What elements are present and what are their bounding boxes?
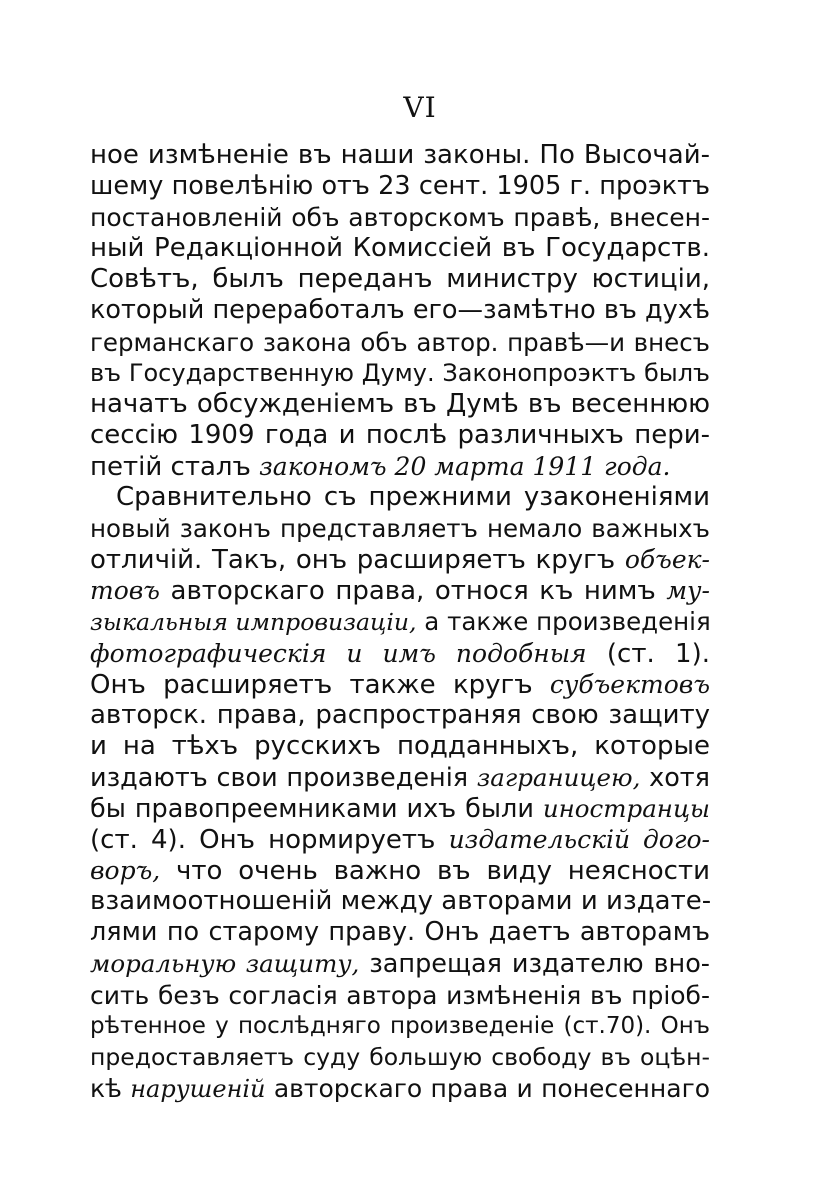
italic-text: товъ [90, 576, 160, 606]
text-span: кѣ [90, 1073, 131, 1103]
italic-text: фотографическія и имъ подобныя [90, 638, 587, 668]
text-line [90, 855, 710, 886]
text-span: хотя [640, 762, 710, 793]
text-line [90, 171, 710, 202]
text-span: а также произведенія [416, 607, 711, 637]
text-span: сить безъ согласія автора измѣненія въ пріоб- [90, 980, 710, 1010]
text-line [90, 700, 710, 731]
text-line [90, 793, 710, 824]
italic-text: издательскій дого- [448, 825, 710, 855]
text-span: Совѣтъ, былъ переданъ министру юстиціи, [90, 264, 710, 295]
text-span: что очень важно въ виду неясности [160, 856, 710, 887]
text-line [90, 420, 710, 451]
text-span: бы правопреемниками ихъ были [90, 793, 543, 824]
text-line [90, 513, 710, 544]
text-span: шему повелѣнію отъ 23 сент. 1905 г. проэктъ [90, 171, 710, 202]
text-span: предоставляетъ суду большую свободу въ оцѣн- [90, 1042, 710, 1071]
text-span: отличій. Такъ, онъ расширяетъ кругъ [90, 545, 625, 576]
italic-text: заграницею, [476, 762, 641, 792]
text-line [90, 389, 710, 420]
text-span: авторскаго права, относя къ нимъ [159, 576, 667, 607]
text-line [90, 482, 710, 513]
italic-text: субъектовъ [549, 669, 710, 699]
italic-text: объек- [624, 545, 710, 575]
text-span: лями по старому праву. Онъ даетъ авторамъ [90, 917, 710, 948]
text-span: начатъ обсужденіемъ въ Думѣ въ весеннюю [90, 388, 710, 419]
text-line [90, 606, 710, 637]
text-line [90, 358, 710, 389]
text-span: издаютъ свои произведенія [90, 762, 477, 793]
text-span: сессію 1909 года и послѣ различныхъ пери- [90, 419, 710, 450]
text-span: германскаго закона объ автор. правѣ—и внесъ [90, 327, 710, 357]
italic-text: нарушеній [130, 1074, 266, 1103]
text-span: въ Государственную Думу. Законопроэктъ былъ [90, 358, 710, 387]
text-span: рѣтенное у послѣдняго произведеніе (ст.70). Онъ [90, 1012, 710, 1039]
text-line [90, 980, 710, 1011]
text-line [90, 295, 710, 326]
italic-text: зыкальныя импровизаціи, [90, 608, 417, 637]
text-span: взаимоотношеній между авторами и издате- [90, 886, 712, 917]
body-text [90, 140, 710, 1104]
text-span: постановленій объ авторскомъ правѣ, внесен- [90, 203, 710, 233]
text-span: авторск. права, распространяя свою защиту [90, 699, 710, 730]
text-span: и на тѣхъ русскихъ подданныхъ, которые [90, 730, 710, 761]
italic-text: иностранцы [542, 793, 710, 823]
text-line [90, 948, 710, 979]
text-line [90, 140, 710, 171]
text-span: петій сталъ [90, 451, 260, 482]
text-span: новый законъ представляетъ немало важныхъ [90, 514, 710, 544]
text-line [90, 544, 710, 575]
text-line [90, 327, 710, 358]
italic-text: закономъ 20 марта 1911 года. [259, 451, 671, 481]
text-span: авторскаго права и понесеннаго [265, 1073, 710, 1103]
text-line [90, 1042, 710, 1073]
text-line [90, 669, 710, 700]
text-line [90, 202, 710, 233]
text-line [90, 1011, 710, 1042]
text-span: Онъ расширяетъ также кругъ [90, 669, 550, 700]
text-line [90, 762, 710, 793]
text-line [90, 731, 710, 762]
text-span: Сравнительно съ прежними узаконеніями [116, 482, 710, 513]
text-line [90, 638, 710, 669]
italic-text: моральную защиту, [90, 949, 360, 979]
text-span: ный Редакціонной Комиссіей въ Государств. [90, 233, 710, 264]
text-span: который переработалъ его—замѣтно въ духѣ [90, 295, 710, 326]
text-line [90, 575, 710, 606]
text-line [90, 233, 710, 264]
italic-text: му- [666, 576, 710, 606]
text-line [90, 451, 710, 482]
text-line [90, 264, 710, 295]
text-line [90, 917, 710, 948]
text-line [90, 1073, 710, 1104]
text-line [90, 886, 710, 917]
text-span: (ст. 1). [586, 638, 711, 669]
text-span: запрещая издателю вно- [359, 949, 710, 980]
text-line [90, 824, 710, 855]
italic-text: воръ, [90, 856, 161, 886]
page-number: VI [403, 91, 437, 124]
text-span: (ст. 4). Онъ нормируетъ [90, 825, 449, 856]
text-span: ное измѣненіе въ наши законы. По Высочай- [90, 140, 710, 170]
